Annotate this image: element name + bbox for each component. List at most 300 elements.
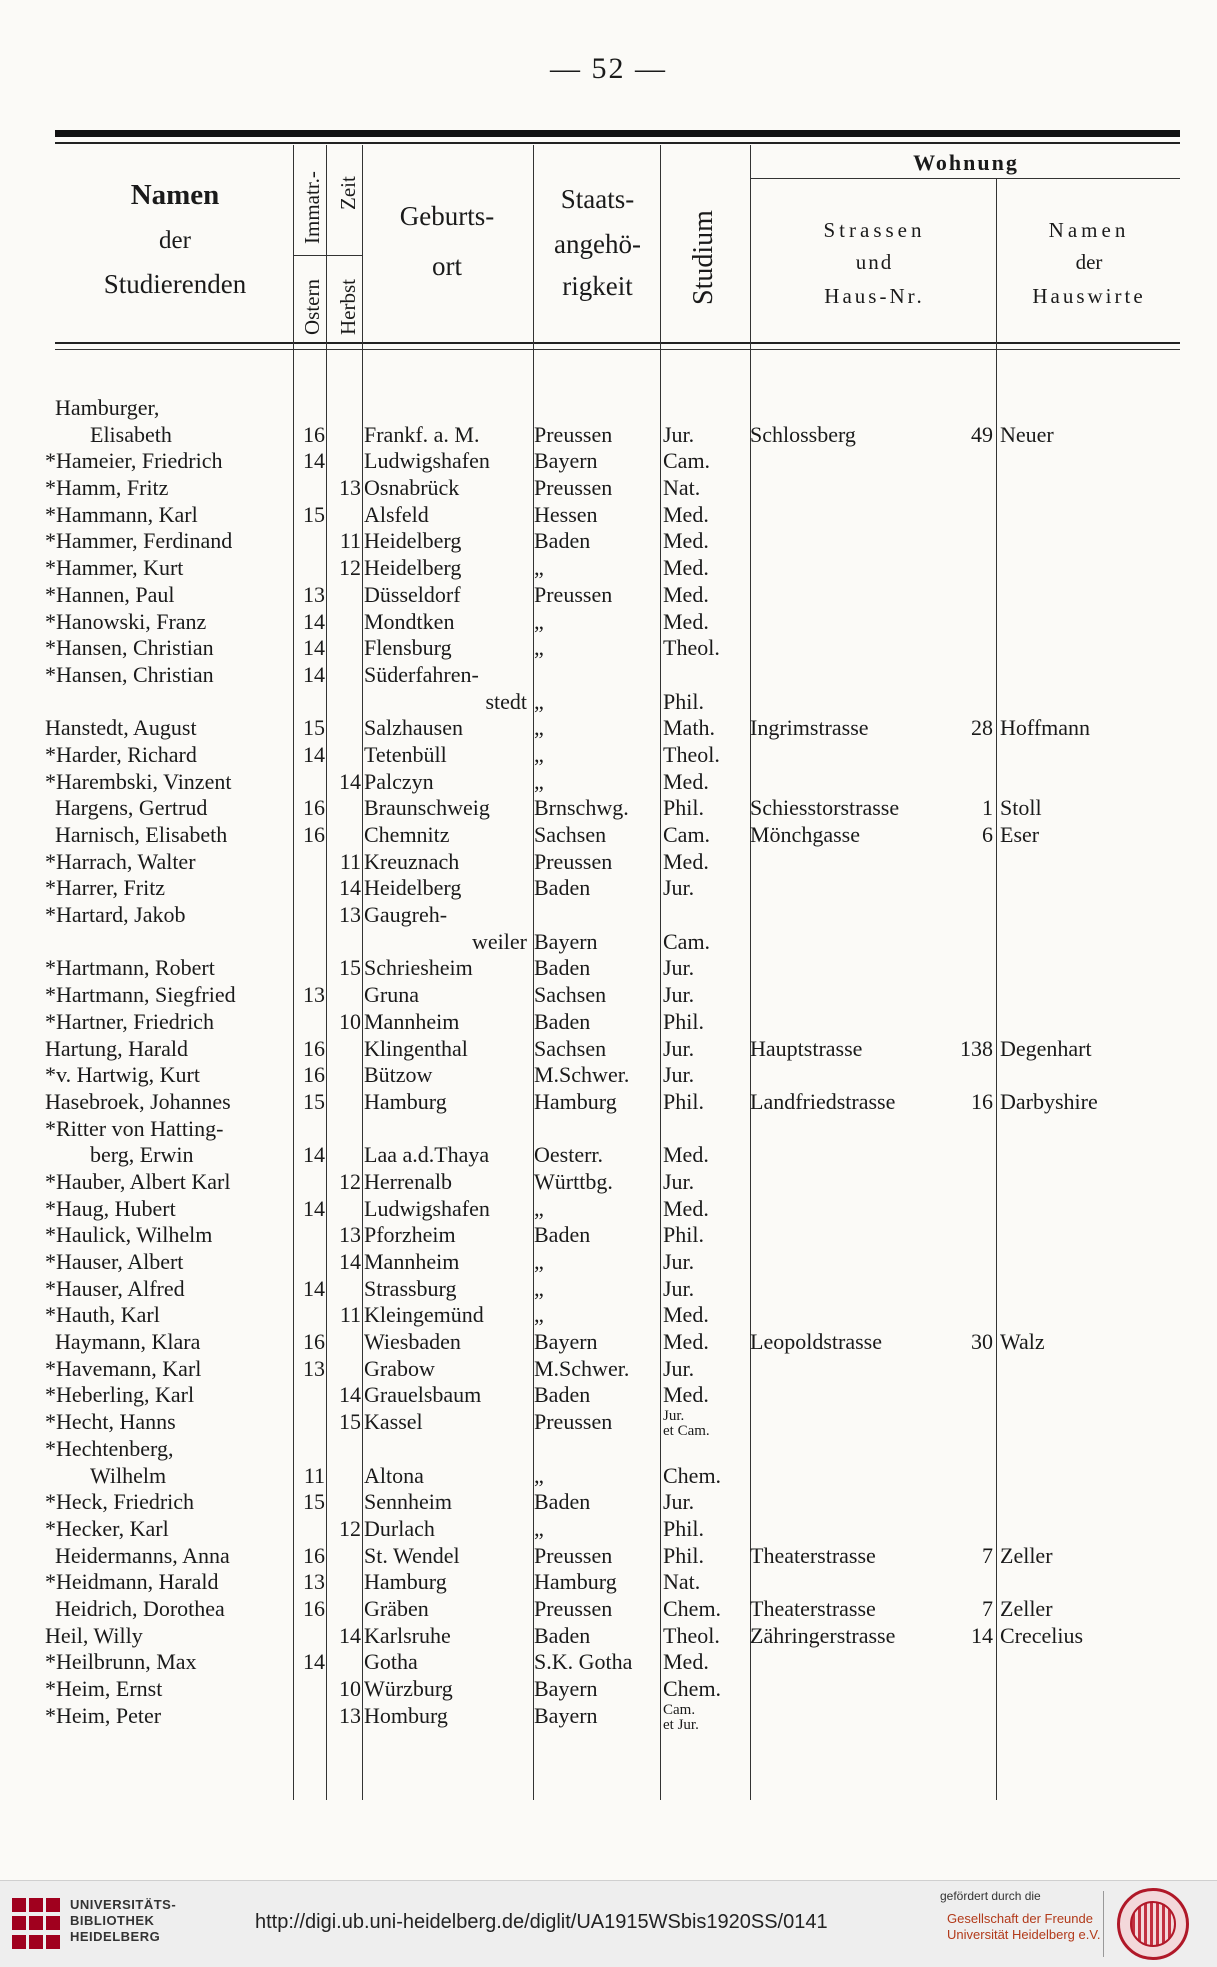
geburtsort: Klingenthal (364, 1035, 468, 1061)
student-name: *Hansen, Christian (45, 635, 214, 661)
strasse: Zähringerstrasse (750, 1622, 896, 1648)
staatsangehoerigkeit: M.Schwer. (534, 1355, 630, 1381)
staatsangehoerigkeit: Brnschwg. (534, 795, 629, 821)
immatr-ostern: 14 (303, 608, 325, 634)
studium: Math. (663, 715, 715, 741)
student-name: *Haug, Hubert (45, 1195, 176, 1221)
student-name: *Harrer, Fritz (45, 875, 166, 901)
studium: Cam. (663, 822, 711, 847)
studium: Jur. (663, 421, 695, 447)
geburtsort: Mannheim (364, 1008, 460, 1034)
table-row (0, 662, 1217, 689)
geburtsort: Bützow (364, 1062, 433, 1088)
haus-nr: 6 (982, 822, 993, 847)
student-name: *Hartner, Friedrich (45, 1008, 214, 1034)
table-row (0, 1009, 1217, 1036)
studium: Med. (663, 608, 709, 634)
student-name: Heil, Willy (45, 1622, 143, 1648)
strasse: Schlossberg (750, 421, 856, 447)
studium: Nat. (663, 1569, 701, 1595)
footer-divider (1103, 1891, 1104, 1957)
immatr-ostern: 15 (303, 501, 325, 527)
student-name: *Heim, Peter (45, 1702, 162, 1728)
haus-nr: 30 (971, 1329, 993, 1355)
geburtsort: Osnabrück (364, 475, 460, 501)
staatsangehoerigkeit: Preussen (534, 1595, 613, 1621)
header-rigkeit: rigkeit (562, 271, 633, 301)
staatsangehoerigkeit: Bayern (534, 1702, 598, 1728)
staatsangehoerigkeit: „ (534, 1195, 544, 1221)
staatsangehoerigkeit: Baden (534, 1222, 591, 1248)
student-name: *Hauth, Karl (45, 1302, 160, 1328)
immatr-ostern: 15 (303, 1489, 325, 1515)
strasse: Ingrimstrasse (750, 715, 869, 741)
sponsored-by-label: gefördert durch die (940, 1889, 1041, 1903)
immatr-herbst: 15 (339, 955, 361, 981)
student-name: *Harder, Richard (45, 741, 197, 767)
immatr-herbst: 12 (339, 1168, 361, 1194)
student-name: *Heidmann, Harald (45, 1569, 219, 1595)
student-list (0, 395, 1217, 1733)
geburtsort: Hamburg (364, 1569, 447, 1595)
table-row (0, 1169, 1217, 1196)
immatr-ostern: 16 (303, 421, 325, 447)
immatr-herbst: 13 (339, 1222, 361, 1248)
immatr-ostern: 16 (303, 822, 325, 847)
library-line-3: HEIDELBERG (70, 1929, 161, 1944)
staatsangehoerigkeit: Hamburg (534, 1569, 617, 1595)
studium: Phil. (663, 1222, 704, 1248)
sponsor-line-1: Gesellschaft der Freunde (947, 1911, 1093, 1926)
student-name: *Hammer, Ferdinand (45, 528, 233, 554)
staatsangehoerigkeit: „ (534, 555, 544, 581)
staatsangehoerigkeit: Baden (534, 1622, 591, 1648)
immatr-ostern: 14 (303, 1142, 325, 1168)
immatr-ostern: 16 (303, 1542, 325, 1568)
geburtsort: Gruna (364, 982, 419, 1008)
studium: Jur. (663, 1249, 695, 1274)
header-hausnr: Haus-Nr. (824, 284, 925, 308)
student-name: *Heilbrunn, Max (45, 1649, 197, 1675)
header-divider-immatr (293, 255, 363, 256)
geburtsort: Laa a.d.Thaya (364, 1142, 490, 1168)
header-wohnung: Wohnung (913, 150, 1019, 175)
table-row (0, 1489, 1217, 1516)
staatsangehoerigkeit: Preussen (534, 475, 613, 501)
geburtsort: Karlsruhe (364, 1622, 451, 1648)
studium: Jur. (663, 1355, 695, 1381)
table-row (0, 689, 1217, 716)
table-row (0, 929, 1217, 956)
staatsangehoerigkeit: Baden (534, 875, 591, 901)
immatr-herbst: 14 (339, 1382, 361, 1408)
hauswirt: Zeller (1000, 1595, 1053, 1621)
geburtsort: Salzhausen (364, 715, 463, 741)
staatsangehoerigkeit: Preussen (534, 421, 613, 447)
student-name: *Hannen, Paul (45, 581, 175, 607)
library-name (70, 1897, 176, 1945)
student-name: *Hechtenberg, (45, 1435, 174, 1461)
immatr-ostern: 16 (303, 1595, 325, 1621)
studium: Phil. (663, 1542, 704, 1568)
staatsangehoerigkeit: Bayern (534, 448, 598, 474)
geburtsort: weiler (472, 928, 527, 954)
student-name: *Harrach, Walter (45, 848, 196, 874)
student-name: Hamburger, (55, 395, 160, 420)
student-name: Wilhelm (90, 1462, 167, 1488)
immatr-ostern: 11 (303, 1462, 325, 1488)
haus-nr: 49 (971, 421, 993, 447)
student-name: *Hauber, Albert Karl (45, 1168, 231, 1194)
table-row (0, 982, 1217, 1009)
staatsangehoerigkeit: Oesterr. (534, 1142, 604, 1168)
studium: Med. (663, 1649, 709, 1675)
table-row (0, 1089, 1217, 1116)
header-studium: Studium (688, 210, 719, 305)
student-name: Hanstedt, August (45, 715, 197, 741)
header-strassen: Strassen (823, 218, 926, 242)
student-name: *Ritter von Hatting- (45, 1115, 224, 1141)
table-row (0, 1382, 1217, 1409)
table-row (0, 1116, 1217, 1143)
page-number: — 52 — (550, 52, 667, 85)
student-name: Hartung, Harald (45, 1035, 188, 1061)
header-staats: Staats- (560, 184, 635, 214)
studium: Cam. (663, 448, 711, 474)
studium: Chem. (663, 1676, 722, 1701)
immatr-ostern: 15 (303, 1088, 325, 1114)
staatsangehoerigkeit: Bayern (534, 928, 598, 954)
library-logo-icon (12, 1898, 60, 1950)
studium: Chem. (663, 1595, 722, 1621)
studium: Phil. (663, 1088, 704, 1114)
geburtsort: Alsfeld (364, 501, 429, 527)
table-row (0, 1596, 1217, 1623)
immatr-herbst: 11 (339, 1302, 361, 1328)
header-angehoe: angehö- (554, 229, 641, 259)
geburtsort: Palczyn (364, 768, 434, 794)
student-name: *Hanowski, Franz (45, 608, 207, 634)
student-name: *Heim, Ernst (45, 1676, 163, 1701)
library-line-1: UNIVERSITÄTS- (70, 1897, 177, 1912)
table-row (0, 502, 1217, 529)
geburtsort: Heidelberg (364, 528, 462, 554)
staatsangehoerigkeit: „ (534, 1249, 544, 1274)
staatsangehoerigkeit: Sachsen (534, 982, 607, 1008)
staatsangehoerigkeit: Preussen (534, 1409, 613, 1435)
geburtsort: Mannheim (364, 1249, 460, 1274)
staatsangehoerigkeit: Sachsen (534, 822, 607, 847)
table-row (0, 1623, 1217, 1650)
immatr-ostern: 16 (303, 1062, 325, 1088)
top-rule-thin (55, 142, 1180, 144)
table-row (0, 635, 1217, 662)
immatr-ostern: 14 (303, 635, 325, 661)
staatsangehoerigkeit: „ (534, 741, 544, 767)
haus-nr: 16 (971, 1088, 993, 1114)
staatsangehoerigkeit: Baden (534, 1008, 591, 1034)
sponsor-line-2: Universität Heidelberg e.V. (947, 1927, 1101, 1942)
university-seal-icon (1117, 1888, 1189, 1960)
staatsangehoerigkeit: Baden (534, 1489, 591, 1515)
student-name: *Hartard, Jakob (45, 902, 186, 928)
table-row (0, 422, 1217, 449)
table-row (0, 1463, 1217, 1490)
student-name: *Havemann, Karl (45, 1355, 202, 1381)
table-row (0, 1302, 1217, 1329)
staatsangehoerigkeit: Baden (534, 955, 591, 981)
sponsor-name (947, 1911, 1100, 1943)
geburtsort: Altona (364, 1462, 424, 1488)
student-name: Hasebroek, Johannes (45, 1088, 231, 1114)
table-row (0, 1543, 1217, 1570)
student-name: *Heberling, Karl (45, 1382, 195, 1408)
geburtsort: Durlach (364, 1515, 435, 1541)
geburtsort: Ludwigshafen (364, 448, 490, 474)
geburtsort: Flensburg (364, 635, 452, 661)
geburtsort: Gräben (364, 1595, 429, 1621)
table-row (0, 1649, 1217, 1676)
student-name: *v. Hartwig, Kurt (45, 1062, 200, 1088)
staatsangehoerigkeit: Hessen (534, 501, 598, 527)
geburtsort: Heidelberg (364, 555, 462, 581)
table-row (0, 1516, 1217, 1543)
geburtsort: Grabow (364, 1355, 435, 1381)
geburtsort: Wiesbaden (364, 1329, 461, 1355)
haus-nr: 1 (982, 795, 993, 821)
geburtsort: Gaugreh- (364, 902, 448, 928)
geburtsort: stedt (485, 688, 527, 714)
table-row (0, 1036, 1217, 1063)
geburtsort: Strassburg (364, 1275, 457, 1301)
hauswirt: Neuer (1000, 421, 1054, 447)
student-name: *Hecker, Karl (45, 1515, 169, 1541)
geburtsort: Herrenalb (364, 1168, 452, 1194)
geburtsort: Braunschweig (364, 795, 490, 821)
student-name: *Hauser, Alfred (45, 1275, 185, 1301)
studium: Jur. (663, 1168, 695, 1194)
immatr-ostern: 16 (303, 1035, 325, 1061)
header-der: der (159, 227, 191, 254)
studium: Jur. (663, 1275, 695, 1301)
table-row (0, 955, 1217, 982)
geburtsort: Schriesheim (364, 955, 473, 981)
table-row (0, 1329, 1217, 1356)
footer-bar (0, 1880, 1217, 1967)
hauswirt: Stoll (1000, 795, 1042, 821)
strasse: Mönchgasse (750, 822, 860, 847)
immatr-ostern: 14 (303, 741, 325, 767)
strasse: Schiesstorstrasse (750, 795, 900, 821)
geburtsort: Kleingemünd (364, 1302, 484, 1328)
header-divider-wohnung (750, 178, 1180, 179)
immatr-ostern: 14 (303, 448, 325, 474)
strasse: Landfriedstrasse (750, 1088, 896, 1114)
table-row (0, 849, 1217, 876)
studium: Chem. (663, 1462, 722, 1488)
staatsangehoerigkeit: „ (534, 608, 544, 634)
table-row (0, 1276, 1217, 1303)
student-name: Haymann, Klara (55, 1329, 201, 1355)
studium: Med. (663, 768, 709, 794)
geburtsort: Würzburg (364, 1676, 453, 1701)
table-row (0, 528, 1217, 555)
immatr-herbst: 13 (339, 1702, 361, 1728)
staatsangehoerigkeit: Baden (534, 528, 591, 554)
student-name: Heidrich, Dorothea (55, 1595, 225, 1621)
geburtsort: Düsseldorf (364, 581, 461, 607)
hauswirt: Hoffmann (1000, 715, 1091, 741)
table-row (0, 1408, 1217, 1440)
source-url-link[interactable]: http://digi.ub.uni-heidelberg.de/diglit/UA1915WSbis1920SS/0141 (255, 1911, 828, 1933)
studium: Theol. (663, 741, 720, 767)
student-name: *Hammer, Kurt (45, 555, 184, 581)
staatsangehoerigkeit: „ (534, 1515, 544, 1541)
studium: Med. (663, 1329, 709, 1355)
immatr-ostern: 16 (303, 795, 325, 821)
student-name: *Hansen, Christian (45, 661, 214, 687)
table-row (0, 1249, 1217, 1276)
immatr-ostern: 13 (303, 1569, 325, 1595)
immatr-ostern: 13 (303, 982, 325, 1008)
hauswirt: Crecelius (1000, 1622, 1084, 1648)
immatr-ostern: 14 (303, 1195, 325, 1221)
studium: Phil. (663, 1515, 704, 1541)
table-row (0, 582, 1217, 609)
immatr-herbst: 11 (339, 528, 361, 554)
immatr-ostern: 15 (303, 715, 325, 741)
geburtsort: Homburg (364, 1702, 448, 1728)
table-row (0, 1062, 1217, 1089)
studium: Nat. (663, 475, 701, 501)
immatr-ostern: 14 (303, 1649, 325, 1675)
table-row (0, 1196, 1217, 1223)
studium: Jur. (663, 1062, 695, 1088)
studium: Jur. (663, 875, 695, 901)
immatr-herbst: 11 (339, 848, 361, 874)
immatr-herbst: 13 (339, 902, 361, 928)
table-row (0, 448, 1217, 475)
immatr-herbst: 14 (339, 875, 361, 901)
header-immatr: Immatr.- (300, 171, 324, 244)
table-row (0, 555, 1217, 582)
header-und: und (855, 250, 894, 274)
staatsangehoerigkeit: „ (534, 1462, 544, 1488)
immatr-herbst: 14 (339, 768, 361, 794)
studium: Med. (663, 1382, 709, 1408)
geburtsort: Chemnitz (364, 822, 450, 847)
table-row (0, 902, 1217, 929)
studium: Med. (663, 1142, 709, 1168)
table-row (0, 822, 1217, 849)
staatsangehoerigkeit: Sachsen (534, 1035, 607, 1061)
geburtsort: Gotha (364, 1649, 418, 1675)
immatr-herbst: 12 (339, 555, 361, 581)
geburtsort: Heidelberg (364, 875, 462, 901)
studium: Theol. (663, 635, 720, 661)
table-row (0, 769, 1217, 796)
header-namen2: Namen (1048, 218, 1130, 242)
staatsangehoerigkeit: Baden (534, 1382, 591, 1408)
hauswirt: Degenhart (1000, 1035, 1092, 1061)
geburtsort: Kreuznach (364, 848, 460, 874)
staatsangehoerigkeit: „ (534, 1302, 544, 1328)
studium: Jur. et Cam. (663, 1408, 710, 1440)
staatsangehoerigkeit: Württbg. (534, 1168, 613, 1194)
studium: Med. (663, 528, 709, 554)
immatr-ostern: 13 (303, 1355, 325, 1381)
student-name: *Hammann, Karl (45, 501, 198, 527)
table-row (0, 742, 1217, 769)
staatsangehoerigkeit: Preussen (534, 1542, 613, 1568)
student-name: Hargens, Gertrud (55, 795, 208, 821)
immatr-herbst: 13 (339, 475, 361, 501)
haus-nr: 7 (982, 1595, 993, 1621)
studium: Med. (663, 848, 709, 874)
table-row (0, 1222, 1217, 1249)
studium: Jur. (663, 1035, 695, 1061)
student-name: *Haulick, Wilhelm (45, 1222, 213, 1248)
header-ort: ort (432, 251, 462, 281)
staatsangehoerigkeit: „ (534, 1275, 544, 1301)
staatsangehoerigkeit: Preussen (534, 581, 613, 607)
library-line-2: BIBLIOTHEK (70, 1913, 155, 1928)
header-hauswirte: Hauswirte (1032, 284, 1146, 308)
studium: Jur. (663, 955, 695, 981)
table-row (0, 1356, 1217, 1383)
immatr-herbst: 15 (339, 1409, 361, 1435)
student-name: *Hameier, Friedrich (45, 448, 223, 474)
studium: Med. (663, 581, 709, 607)
geburtsort: Süderfahren- (364, 661, 479, 687)
studium: Med. (663, 1195, 709, 1221)
header-der2: der (1075, 250, 1103, 274)
studium: Cam. (663, 928, 711, 954)
immatr-ostern: 14 (303, 661, 325, 687)
table-row (0, 1676, 1217, 1703)
geburtsort: Hamburg (364, 1088, 447, 1114)
staatsangehoerigkeit: Hamburg (534, 1088, 617, 1114)
table-row (0, 1436, 1217, 1463)
immatr-herbst: 14 (339, 1249, 361, 1274)
immatr-ostern: 16 (303, 1329, 325, 1355)
geburtsort: Sennheim (364, 1489, 452, 1515)
staatsangehoerigkeit: „ (534, 768, 544, 794)
staatsangehoerigkeit: Bayern (534, 1329, 598, 1355)
table-row (0, 875, 1217, 902)
staatsangehoerigkeit: S.K. Gotha (534, 1649, 633, 1675)
table-row (0, 715, 1217, 742)
geburtsort: Tetenbüll (364, 741, 447, 767)
geburtsort: Frankf. a. M. (364, 421, 480, 447)
immatr-herbst: 12 (339, 1515, 361, 1541)
immatr-ostern: 13 (303, 581, 325, 607)
staatsangehoerigkeit: „ (534, 688, 544, 714)
strasse: Theaterstrasse (750, 1542, 876, 1568)
immatr-herbst: 10 (339, 1676, 361, 1701)
studium: Phil. (663, 688, 704, 714)
haus-nr: 7 (982, 1542, 993, 1568)
geburtsort: Ludwigshafen (364, 1195, 490, 1221)
student-name: *Hamm, Fritz (45, 475, 169, 501)
staatsangehoerigkeit: „ (534, 715, 544, 741)
immatr-herbst: 14 (339, 1622, 361, 1648)
table-row (0, 609, 1217, 636)
strasse: Theaterstrasse (750, 1595, 876, 1621)
hauswirt: Darbyshire (1000, 1088, 1098, 1114)
header-namen: Namen (130, 179, 220, 211)
header-herbst: Herbst (336, 279, 360, 335)
